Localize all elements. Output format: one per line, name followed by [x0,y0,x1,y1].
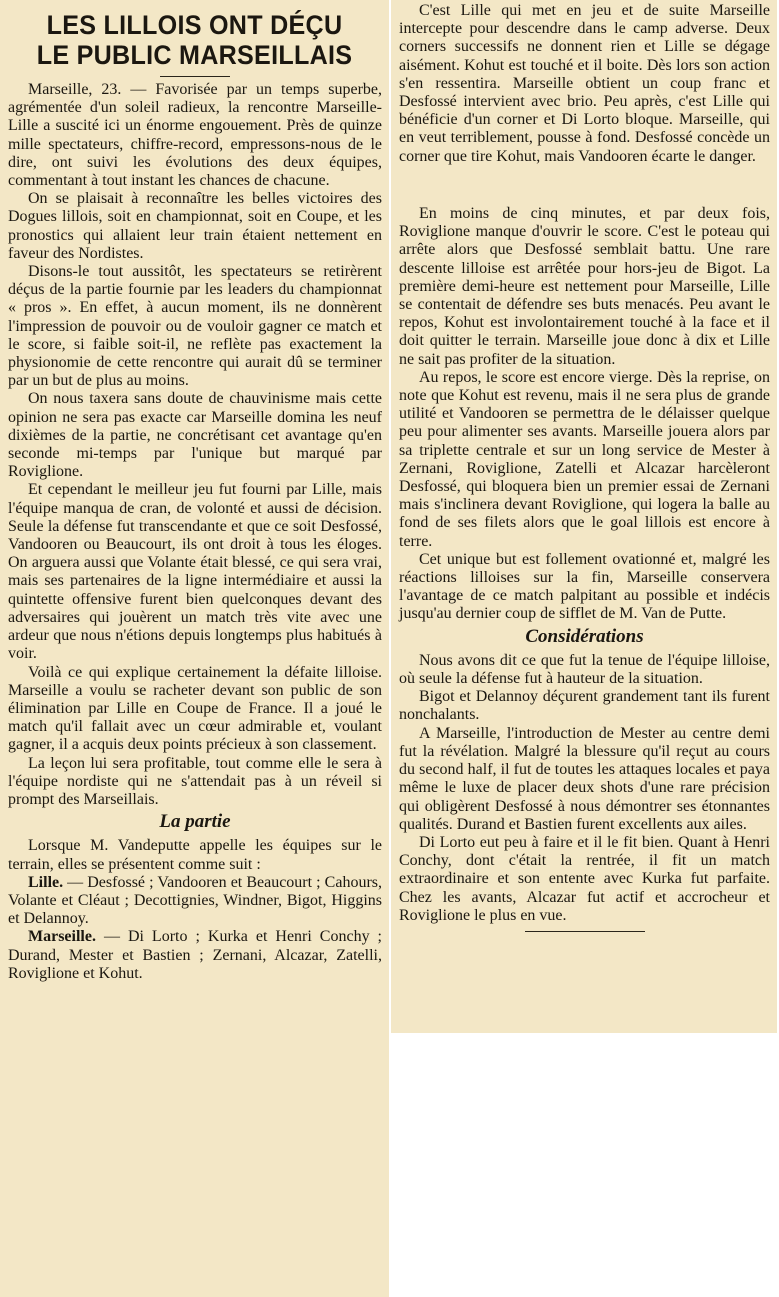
lineup-lille [8,874,382,929]
right-bottom-body-text [391,205,777,932]
paragraph: A Marseille, l'introduction de Mester au centre demi fut la révélation. Malgré la blessure qu'il reçut au cours du second half, il fut de toutes les attaques locales et paya même le luxe de placer deux shots d'une rare précision qui obligèrent Desfossé à nous démontrer ses étonnantes qualités. Durand et Bastien furent excellents aux ailes. [399,724,770,833]
paragraph: On se plaisait à reconnaître les belles victoires des Dogues lillois, soit en championnat, soit en Coupe, et les pronostics qui allaient leur train étaient nettement en faveur des Nordistes. [8,190,382,262]
team-name-marseille: Marseille. [28,928,96,946]
paragraph: Di Lorto eut peu à faire et il le fit bien. Quant à Henri Conchy, dont c'était la rentrée, il fit un match extraordinaire et son entente avec Kurka fut parfaite. Chez les avants, Alcazar fut actif et accrocheur et Roviglione le plus en vue. [399,833,770,924]
lineup-marseille-players: — Di Lorto ; Kurka et Henri Conchy ; Durand, Mester et Bastien ; Zernani, Alcazar, Zatelli, Roviglione et Kohut. [8,928,382,982]
lineup-lille-players: — Desfossé ; Vandooren et Beaucourt ; Cahours, Volante et Cléaut ; Decottignies, Windner, Bigot, Higgins et Delannoy. [8,873,382,928]
paragraph: Lorsque M. Vandeputte appelle les équipes sur le terrain, elles se présentent comme suit : [8,837,382,873]
paragraph: La leçon lui sera profitable, tout comme elle le sera à l'équipe nordiste qui ne s'attendait pas à un réveil si prompt des Marseillais. [8,754,382,808]
headline [21,10,368,70]
paragraph: Marseille, 23. — Favorisée par un temps superbe, agrémentée d'un soleil radieux, la rencontre Marseille-Lille a suscité ici un énorme engouement. Près de quinze mille spectateurs, chiffre-record, empressons-nous de le dire, ont suivi les évolutions des deux équipes, commentant à tout instant les chances de chacune. [8,81,382,190]
paragraph: Nous avons dit ce que fut la tenue de l'équipe lilloise, où seule la défense fut à hauteur de la situation. [399,651,770,688]
right-bottom-clipping [391,205,777,1033]
paragraph: Et cependant le meilleur jeu fut fourni par Lille, mais l'équipe manqua de cran, de volonté et aussi de décision. Seule la défense fut transcendante et que ce soit Desfossé, Vandooren ou Beaucourt, ils ont droit à tous les éloges. On arguera aussi que Volante était blessé, ce qui sera vrai, mais ses partenaires de la ligne intermédiaire et aussi la quintette offensive furent bien quelconques devant des adversaires qui jouèrent un match très vite avec une ardeur que nous n'étions depuis longtemps plus habitués à voir. [8,481,382,663]
paragraph: En moins de cinq minutes, et par deux fois, Roviglione manque d'ouvrir le score. C'est le poteau qui arrête alors que Desfossé semblait battu. Une rare descente lilloise est arrêtée pour hors-jeu de Bigot. La première demi-heure est nettement pour Marseille, Lille se contentait de défendre ses buts menacés. Peu avant le repos, Kohut est involontairement touché à la face et il doit quitter le terrain. Marseille joue donc à dix et Lille ne sait pas profiter de la situation. [399,205,770,368]
right-top-body-text [391,0,777,166]
paragraph: Voilà ce qui explique certainement la défaite lilloise. Marseille a voulu se racheter devant son public de son élimination par Lille en Coupe de France. Il a joué le match qu'il fallait avec un cœur admirable et, voulant gagner, il a acquis deux points précieux à son classement. [8,663,382,754]
headline-rule [160,76,230,77]
team-name-lille: Lille. [28,873,64,891]
subhead-la-partie: La partie [159,811,231,833]
paragraph: C'est Lille qui met en jeu et de suite Marseille intercepte pour descendre dans le camp adverse. Deux corners successifs ne donnent rien et Lille se dégage aisément. Kohut est touché et il boite. Dès lors son action s'en ressentira. Marseille obtient un coup franc et Desfossé intervient avec brio. Peu après, c'est Lille qui bénéficie d'un corner et Di Lorto bloque. Marseille, qui en veut terriblement, pousse à fond. Desfossé concède un corner que tire Kohut, mais Vandooren écarte le danger. [399,2,770,165]
paragraph: On nous taxera sans doute de chauvinisme mais cette opinion ne sera pas exacte car Marseille domina les neuf dixièmes de la partie, ne concrétisant cet avantage qu'en seconde mi-temps par l'unique but marqué par Roviglione. [8,390,382,481]
paragraph: Disons-le tout aussitôt, les spectateurs se retirèrent déçus de la partie fournie par les leaders du championnat « pros ». En effet, à aucun moment, ils ne donnèrent l'impression de pouvoir ou de vouloir gagner ce match et le score, si faible soit-il, ne reflète pas exactement la physionomie de cette rencontre qui aurait dû se terminer par un but de plus au moins. [8,263,382,390]
right-top-clipping [391,0,777,205]
paragraph: Au repos, le score est encore vierge. Dès la reprise, on note que Kohut est revenu, mais il ne sera plus de grande utilité et Vandooren se permettra de le délaisser quelque peu pour alimenter ses avants. Marseille jouera alors par sa triplette centrale et sur un long service de Mester à Zernani, Roviglione, Zatelli et Alcazar harcèleront Desfossé, qui bloquera bien un premier essai de Zernani mais s'inclinera devant Roviglione, qui logera la balle au fond de ses filets alors que le goal lillois est encore à terre. [399,368,770,550]
end-rule [525,931,645,932]
paragraph: Cet unique but est follement ovationné et, malgré les réactions lilloises sur la fin, Marseille conservera l'avantage de ce match palpitant au possible et indécis jusqu'au dernier coup de sifflet de M. Van de Putte. [399,550,770,623]
left-column-clipping [0,0,389,1297]
headline-line-1: LES LILLOIS ONT DÉÇU [46,10,343,40]
subhead-considerations: Considérations [525,625,644,647]
left-body-text [0,81,389,983]
paragraph: Bigot et Delannoy déçurent grandement tant ils furent nonchalants. [399,688,770,724]
headline-line-2: LE PUBLIC MARSEILLAIS [36,40,353,70]
lineup-marseille [8,928,382,983]
